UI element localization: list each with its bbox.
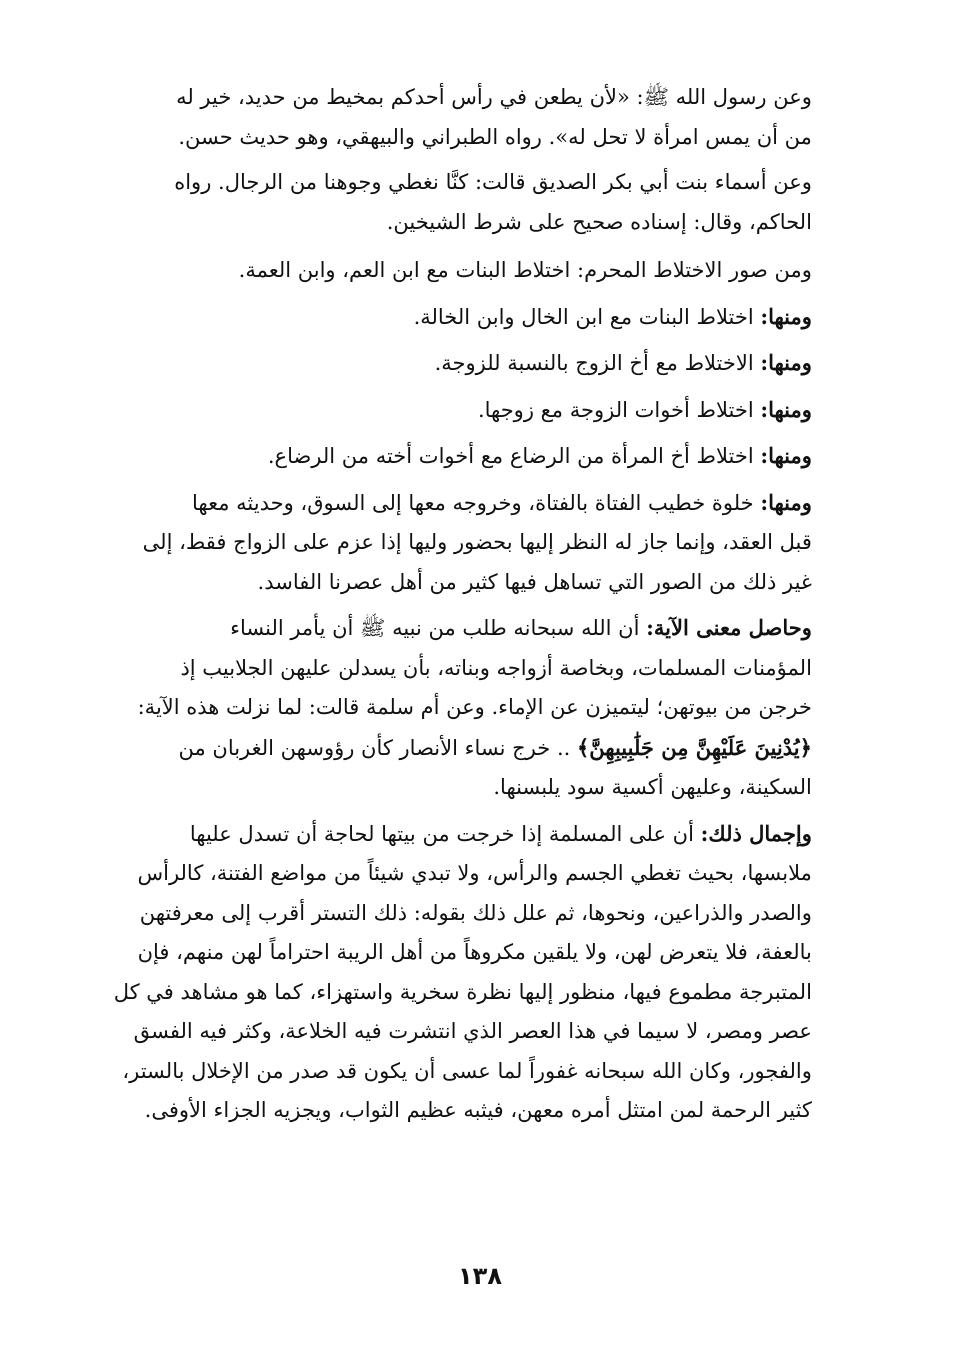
item-lead: ومنها: (760, 396, 812, 422)
text-line: من أن يمس امرأة لا تحل له». رواه الطبراني والبيهقي، وهو حديث حسن. (178, 124, 812, 149)
list-item-mixing (108, 343, 856, 384)
text-line: المتبرجة مطموع فيها، منظور إليها نظرة سخرية واستهزاء، كما هو مشاهد في كل (113, 979, 812, 1004)
item-lead: ومنها: (760, 489, 812, 515)
text-line (108, 436, 856, 477)
paragraph-asma-hadith (108, 163, 856, 242)
text-line (108, 297, 856, 338)
section-lead: وحاصل معنى الآية: (646, 615, 812, 640)
text-line: قبل العقد، وإنما جاز له النظر إليها بحضور وليها إذا عزم على الزواج فقط، إلى (142, 530, 812, 554)
text-line (108, 343, 856, 384)
list-item-mixing (108, 390, 856, 431)
text-line: عصر ومصر، لا سيما في هذا العصر الذي انتشرت فيه الخلاعة، وكثر فيه الفسق (133, 1019, 812, 1043)
paragraph-verse-meaning (108, 608, 856, 808)
list-item-fiance (108, 483, 856, 603)
text-line (108, 608, 856, 649)
text-line: غير ذلك من الصور التي تساهل فيها كثير من أهل عصرنا الفاسد. (257, 569, 812, 594)
text-line: والفجور، وكان الله سبحانه غفوراً لما عسى أن يكون قد صدر من الإخلال بالستر، (122, 1058, 812, 1083)
text-line (108, 390, 856, 431)
text-line (108, 728, 856, 769)
item-text: اختلاط البنات مع ابن الخال وابن الخالة. (413, 304, 754, 329)
text-line: ومن صور الاختلاط المحرم: اختلاط البنات مع ابن العم، وابن العمة. (238, 258, 812, 282)
text-line: بالعفة، فلا يتعرض لهن، ولا يلقين مكروهاً من أهل الريبة احتراماً لهن منهم، فإن (137, 940, 812, 964)
item-text: خلوة خطيب الفتاة بالفتاة، وخروجه معها إلى السوق، وحديثه معها (192, 490, 754, 515)
quran-verse: ﴿يُدْنِينَ عَلَيْهِنَّ مِن جَلَٰبِيبِهِنَّ﴾ (576, 734, 812, 760)
section-lead: وإجمال ذلك: (700, 820, 812, 846)
paragraph-summary (108, 814, 856, 1131)
text-line: وعن رسول الله ﷺ: «لأن يطعن في رأس أحدكم بمخيط من حديد، خير له (176, 85, 812, 109)
section-text: أن على المسلمة إذا خرجت من بيتها لحاجة أن تسدل عليها (189, 821, 694, 846)
text-line (108, 814, 856, 855)
page-number: ١٣٨ (458, 1262, 502, 1290)
paragraph-forbidden-mixing (108, 251, 856, 291)
paragraph-hadith-needle (108, 78, 856, 157)
text-line: وعن أسماء بنت أبي بكر الصديق قالت: كنَّا نغطي وجوهنا من الرجال. رواه (174, 170, 812, 194)
section-text: أن الله سبحانه طلب من نبيه ﷺ أن يأمر النساء (230, 616, 640, 640)
item-lead: ومنها: (760, 350, 812, 375)
text-line: المؤمنات المسلمات، وبخاصة أزواجه وبناته، بأن يسدلن عليهن الجلابيب إذ (180, 655, 812, 680)
item-text: الاختلاط مع أخ الزوج بالنسبة للزوجة. (434, 351, 754, 375)
text-line (108, 483, 856, 524)
section-text: .. خرج نساء الأنصار كأن رؤوسهن الغربان من (178, 735, 571, 760)
text-line: كثير الرحمة لمن امتثل أمره معهن، فيثبه عظيم الثواب، ويجزيه الجزاء الأوفى. (144, 1098, 812, 1122)
list-item-mixing (108, 297, 856, 338)
text-line: والصدر والذراعين، ونحوها، ثم علل ذلك بقوله: ذلك التستر أقرب إلى معرفتهن (139, 900, 812, 925)
text-line: ملابسها، بحيث تغطي الجسم والرأس، ولا تبدي شيئاً من مواضع الفتنة، كالرأس (137, 861, 812, 885)
text-line: السكينة، وعليهن أكسية سود يلبسنها. (493, 775, 812, 799)
item-lead: ومنها: (760, 303, 812, 329)
item-text: اختلاط أخوات الزوجة مع زوجها. (477, 397, 754, 422)
page-body (108, 78, 856, 1131)
item-text: اختلاط أخ المرأة من الرضاع مع أخوات أخته من الرضاع. (267, 444, 754, 468)
text-line: خرجن من بيوتهن؛ ليتميزن عن الإماء. وعن أم سلمة قالت: لما نزلت هذه الآية: (137, 695, 812, 719)
text-line: الحاكم، وقال: إسناده صحيح على شرط الشيخين. (386, 209, 812, 234)
item-lead: ومنها: (760, 443, 812, 468)
list-item-mixing (108, 436, 856, 477)
